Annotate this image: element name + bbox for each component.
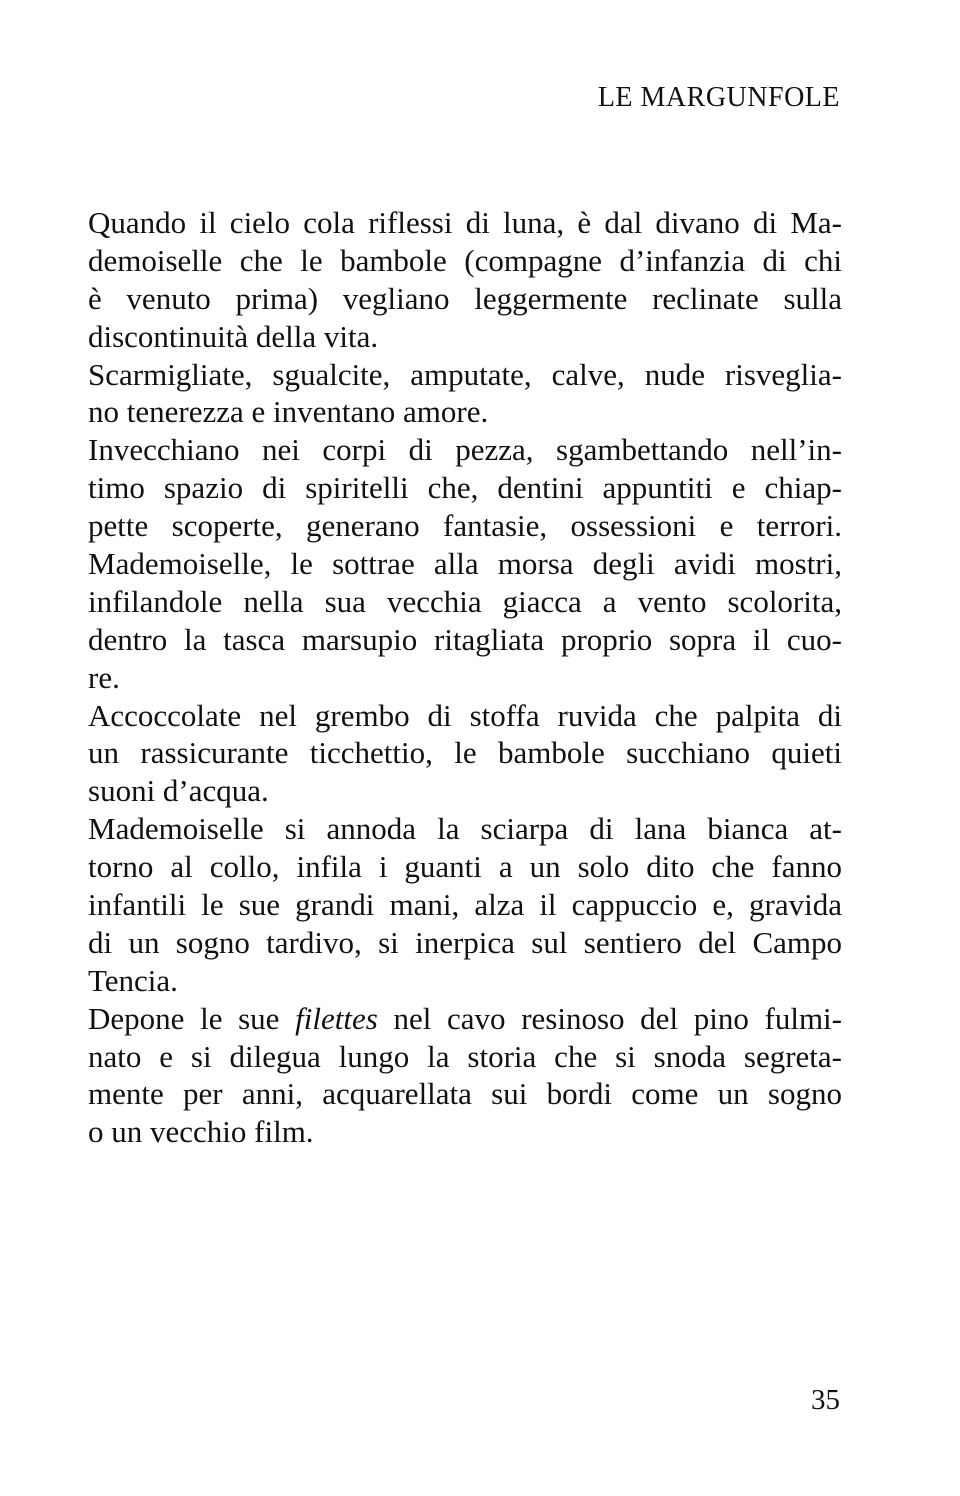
text-line: infantili le sue grandi mani, alza il cappuccio e, gravida [88, 887, 842, 923]
text-line: o un vecchio film. [88, 1114, 314, 1150]
text-line: Accoccolate nel grembo di stoffa ruvida che palpita di [88, 697, 842, 733]
text-line: mente per anni, acquarellata sui bordi come un sogno [88, 1076, 842, 1112]
text-segment: Depone le sue [88, 1000, 296, 1036]
text-line: re. [88, 659, 120, 695]
text-line: discontinuità della vita. [88, 318, 379, 354]
text-line: Quando il cielo cola riflessi di luna, è dal divano di Ma- [88, 205, 842, 240]
text-line: no tenerezza e inventano amore. [88, 394, 489, 430]
text-line: Scarmigliate, sgualcite, amputate, calve, nude risveglia- [88, 356, 842, 392]
body-text [88, 204, 842, 1151]
text-line: Mademoiselle, le sottrae alla morsa degli avidi mostri, [88, 546, 842, 582]
text-line: Invecchiano nei corpi di pezza, sgambettando nell’in- [88, 432, 842, 468]
text-line: dentro la tasca marsupio ritagliata proprio sopra il cuo- [88, 621, 842, 657]
text-line: infilandole nella sua vecchia giacca a vento scolorita, [88, 583, 842, 619]
text-line: è venuto prima) vegliano leggermente reclinate sulla [88, 280, 842, 316]
text-segment: nel cavo resinoso del pino fulmi- [377, 1000, 842, 1036]
text-line: di un sogno tardivo, si inerpica sul sentiero del Campo [88, 924, 842, 960]
text-line: un rassicurante ticchettio, le bambole succhiano quieti [88, 735, 842, 771]
text-line: torno al collo, infila i guanti a un solo dito che fanno [88, 849, 842, 885]
running-head: LE MARGUNFOLE [597, 82, 840, 113]
text-line: suoni d’acqua. [88, 773, 269, 809]
text-line: nato e si dilegua lungo la storia che si snoda segreta- [88, 1038, 842, 1074]
page-number: 35 [811, 1384, 840, 1416]
text-line-with-italic [88, 1000, 842, 1038]
text-line: Mademoiselle si annoda la sciarpa di lana bianca at- [88, 811, 842, 847]
text-line: Tencia. [88, 962, 178, 998]
text-line: timo spazio di spiritelli che, dentini appuntiti e chiap- [88, 470, 842, 506]
text-line: pette scoperte, generano fantasie, ossessioni e terrori. [88, 508, 842, 544]
text-line: demoiselle che le bambole (compagne d’infanzia di chi [88, 242, 842, 278]
italic-word: filettes [295, 1000, 378, 1036]
